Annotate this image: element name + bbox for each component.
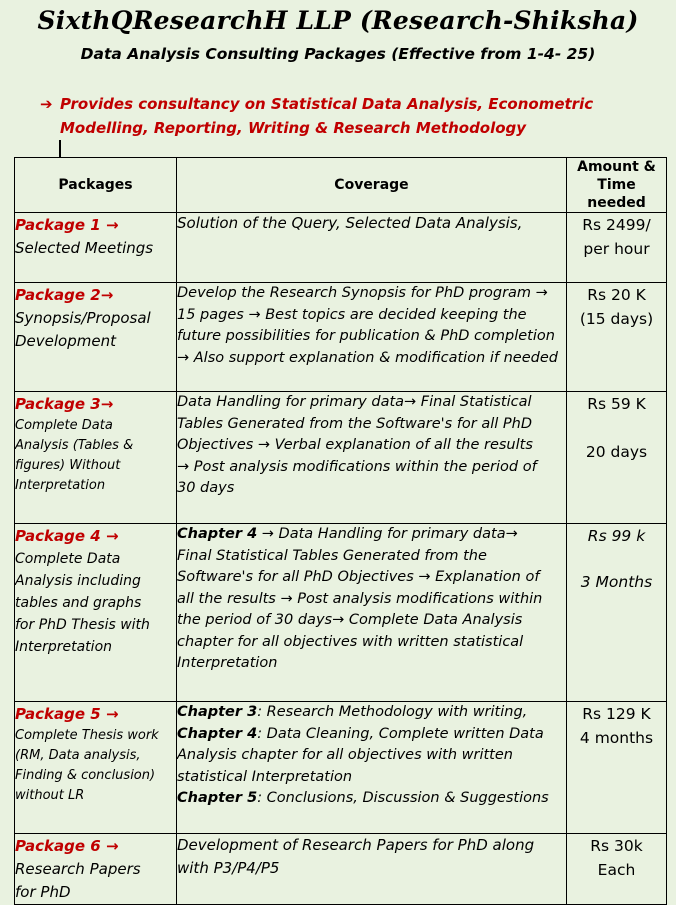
coverage-cell: Solution of the Query, Selected Data Analysis, [177, 213, 567, 283]
header-amount: Amount & Time needed [567, 158, 667, 213]
amount-cell: Rs 99 k 3 Months [567, 524, 667, 702]
table-row [15, 213, 667, 283]
intro-statement [40, 92, 660, 140]
package-name: Package 4 → [15, 527, 119, 545]
amount-cell: Rs 129 K 4 months [567, 702, 667, 834]
package-cell: Package 3→ Complete Data Analysis (Tables & figures) Without Interpretation [15, 392, 177, 524]
package-name: Package 1 → [15, 216, 119, 234]
page-title: SixthQResearchH LLP (Research-Shiksha) [37, 6, 639, 35]
package-name: Package 3→ [15, 395, 114, 413]
package-name: Package 5 → [15, 705, 119, 723]
amount-cell: Rs 59 K 20 days [567, 392, 667, 524]
table-row [15, 834, 667, 905]
table-row [15, 524, 667, 702]
header-coverage: Coverage [177, 158, 567, 213]
package-cell: Package 2→ Synopsis/Proposal Development [15, 283, 177, 392]
page-subtitle: Data Analysis Consulting Packages (Effective from 1-4- 25) [80, 45, 596, 63]
arrow-right-icon: ➔ [40, 95, 53, 113]
coverage-cell: Develop the Research Synopsis for PhD program → 15 pages → Best topics are decided keeping the future possibilities for publication & PhD completion → Also support explanation & modification if needed [177, 283, 567, 392]
package-name: Package 6 → [15, 837, 119, 855]
packages-table [14, 157, 667, 905]
amount-cell: Rs 20 K (15 days) [567, 283, 667, 392]
package-desc: Selected Meetings [15, 239, 154, 257]
package-cell: Package 5 → Complete Thesis work (RM, Data analysis, Finding & conclusion) without LR [15, 702, 177, 834]
intro-line-1: Provides consultancy on Statistical Data Analysis, Econometric [60, 95, 594, 113]
text-cursor [59, 140, 61, 157]
package-cell: Package 4 → Complete Data Analysis including tables and graphs for PhD Thesis with Interpretation [15, 524, 177, 702]
package-name: Package 2→ [15, 286, 114, 304]
table-row [15, 702, 667, 834]
table-header-row [15, 158, 667, 213]
table-row [15, 392, 667, 524]
header-packages: Packages [15, 158, 177, 213]
coverage-cell: Chapter 3: Research Methodology with writing, Chapter 4: Data Cleaning, Complete written Data Analysis chapter for all objectives with written statistical Interpretation Chapter 5: Conclusions, Discussion & Suggestions [177, 702, 567, 834]
amount-cell: Rs 2499/ per hour [567, 213, 667, 283]
amount-cell: Rs 30k Each [567, 834, 667, 905]
package-cell [15, 213, 177, 283]
package-cell: Package 6 → Research Papers for PhD [15, 834, 177, 905]
coverage-cell: Data Handling for primary data→ Final Statistical Tables Generated from the Software's for all PhD Objectives → Verbal explanation of all the results → Post analysis modifications within the period of 30 days [177, 392, 567, 524]
intro-line-2: Modelling, Reporting, Writing & Research Methodology [60, 119, 527, 137]
coverage-cell: Development of Research Papers for PhD along with P3/P4/P5 [177, 834, 567, 905]
coverage-cell: Chapter 4 → Data Handling for primary data→ Final Statistical Tables Generated from the Software's for all PhD Objectives → Explanation of all the results → Post analysis modifications within the period of 30 days→ Complete Data Analysis chapter for all objectives with written statistical Interpretation [177, 524, 567, 702]
table-row [15, 283, 667, 392]
